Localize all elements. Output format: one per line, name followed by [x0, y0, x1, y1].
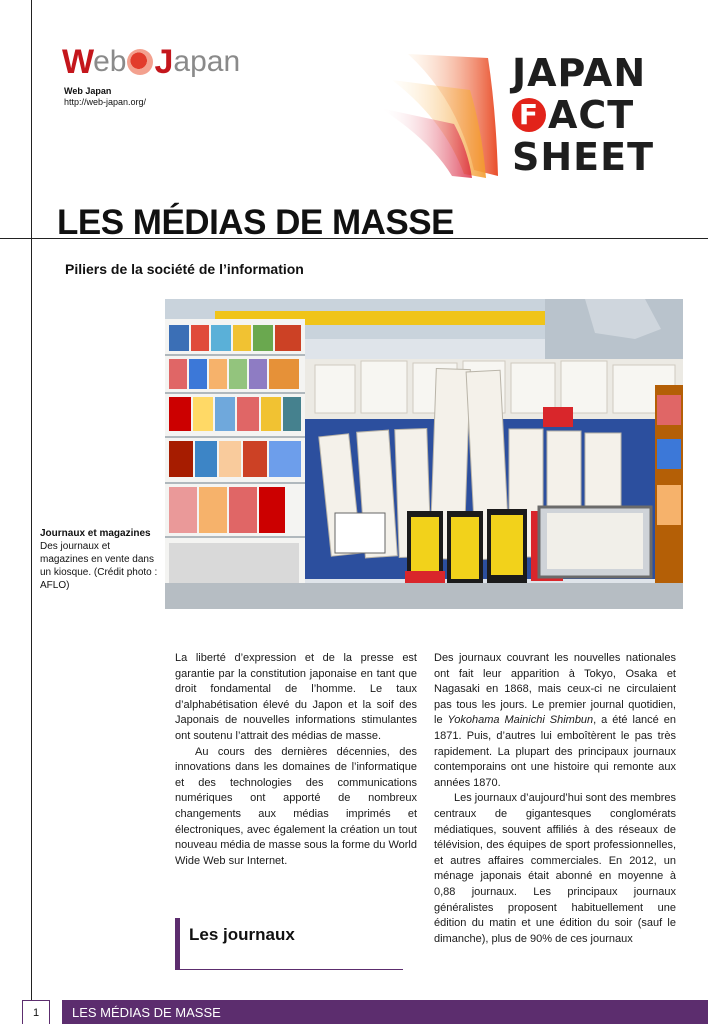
section-heading: Les journaux: [189, 925, 295, 944]
caption-title: Journaux et magazines: [40, 528, 151, 539]
newspaper-name: Yokohama Mainichi Shimbun: [447, 714, 594, 727]
footer-bar: [62, 1000, 708, 1024]
site-url[interactable]: http://web-japan.org/: [64, 97, 147, 107]
paragraph-part: Des journaux couvrant les nouvelles nationales ont fait leur apparition à Tokyo, Osaka et Nagasaki en 1868, mais ceux-ci ne circulaient pas tous les jours. Le premier journal quotidien, le: [434, 652, 676, 727]
fact-sheet-swoosh-icon: [378, 50, 502, 180]
frame-vertical-rule: [31, 0, 32, 1024]
badge-line-2: [512, 94, 662, 136]
photo-caption: [40, 527, 160, 592]
page-title: LES MÉDIAS DE MASSE: [57, 203, 454, 242]
paragraph: La liberté d’expression et de la presse est garantie par la constitution japonaise en tant que droit fondamental de l’homme. Le taux d’alphabétisation élevé du Japon et la soif des Japonais de nouvelles informations stimulantes ont soutenu l’attrait des médias de masse.: [175, 652, 417, 742]
paragraph-part: , a été lancé en 1871. Puis, d’autres lui emboîtèrent le pas très rapidement. La plupart des principaux journaux contemporains ont une histoire qui remonte aux années 1870.: [434, 714, 676, 789]
badge-line-3: SHEET: [512, 135, 655, 179]
paragraph: Les journaux d’aujourd’hui sont des membres centraux de gigantesques conglomérats médiatiques, souvent affiliés à des réseaux de télévision, des équipes de sport professionnelles, et autres affaires commerciales. En 2012, un ménage japonais était abonné en moyenne à 0,88 journaux. Les principaux journaux généralistes proposent habituellement une édition du matin et une édition du soir (sauf le dimanche), plus de 90% de ces journaux: [434, 792, 676, 945]
page-subtitle: Piliers de la société de l’information: [65, 261, 304, 277]
section-accent-bar: [175, 918, 180, 970]
page-number: 1: [22, 1000, 50, 1024]
badge-f-letter: F: [512, 98, 546, 132]
newsstand-photo: [165, 299, 683, 609]
body-column-1: [175, 651, 417, 869]
site-name: Web Japan: [64, 86, 112, 96]
fact-sheet-badge: [512, 52, 662, 178]
paragraph: [434, 651, 676, 791]
caption-text: Des journaux et magazines en vente dans un kiosque. (Crédit photo : AFLO): [40, 541, 158, 591]
footer-label: LES MÉDIAS DE MASSE: [72, 1004, 221, 1020]
badge-line-1: JAPAN: [512, 51, 647, 95]
body-column-2: [434, 651, 676, 947]
paragraph: Au cours des dernières décennies, des innovations dans les domaines de l’informatique et des technologies des communications numériques ont apporté de nombreux changements aux médias imprimés et électroniques, avec également la création un tout nouveau média de masse sous la forme du World Wide Web sur Internet.: [175, 745, 417, 867]
section-underline: [175, 969, 403, 970]
web-japan-logo-icon: W eb J apan: [62, 43, 241, 81]
badge-line-2-text: ACT: [548, 93, 635, 137]
